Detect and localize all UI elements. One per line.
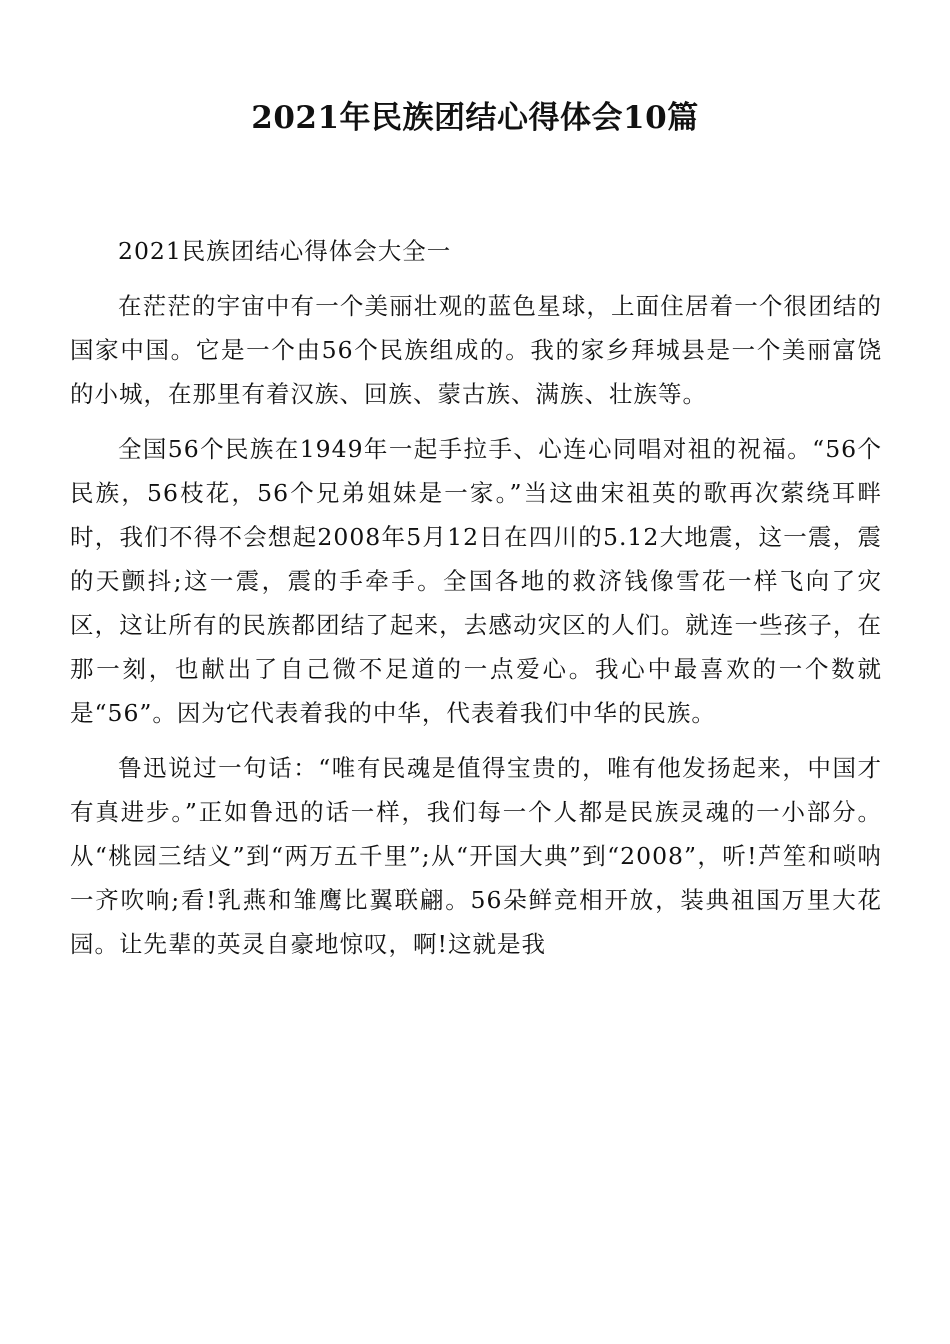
document-title: 2021年民族团结心得体会10篇 <box>251 100 699 136</box>
paragraph-3: 鲁迅说过一句话：“唯有民魂是值得宝贵的，唯有他发扬起来，中国才有真进步。”正如鲁迅的话一样，我们每一个人都是民族灵魂的一小部分。从“桃园三结义”到“两万五千里”;从“开国大典”到“2008”，听!芦笙和唢呐一齐吹响;看!乳燕和雏鹰比翼联翩。56朵鲜竞相开放，装典祖国万里大花园。让先辈的英灵自豪地惊叹，啊!这就是我 <box>70 754 882 958</box>
paragraph-2: 全国56个民族在1949年一起手拉手、心连心同唱对祖的祝福。“56个民族，56枝花，56个兄弟姐妹是一家。”当这曲宋祖英的歌再次萦绕耳畔时，我们不得不会想起2008年5月12日在四川的5.12大地震，这一震，震的天颤抖;这一震，震的手牵手。全国各地的救济钱像雪花一样飞向了灾区，这让所有的民族都团结了起来，去感动灾区的人们。就连一些孩子，在那一刻，也献出了自己微不足道的一点爱心。我心中最喜欢的一个数就是“56”。因为它代表着我的中华，代表着我们中华的民族。 <box>70 435 882 727</box>
document-body <box>70 229 882 977</box>
paragraph-1: 在茫茫的宇宙中有一个美丽壮观的蓝色星球，上面住居着一个很团结的国家中国。它是一个由56个民族组成的。我的家乡拜城县是一个美丽富饶的小城，在那里有着汉族、回族、蒙古族、满族、壮族等。 <box>70 292 882 408</box>
section-heading: 2021民族团结心得体会大全一 <box>118 237 452 265</box>
